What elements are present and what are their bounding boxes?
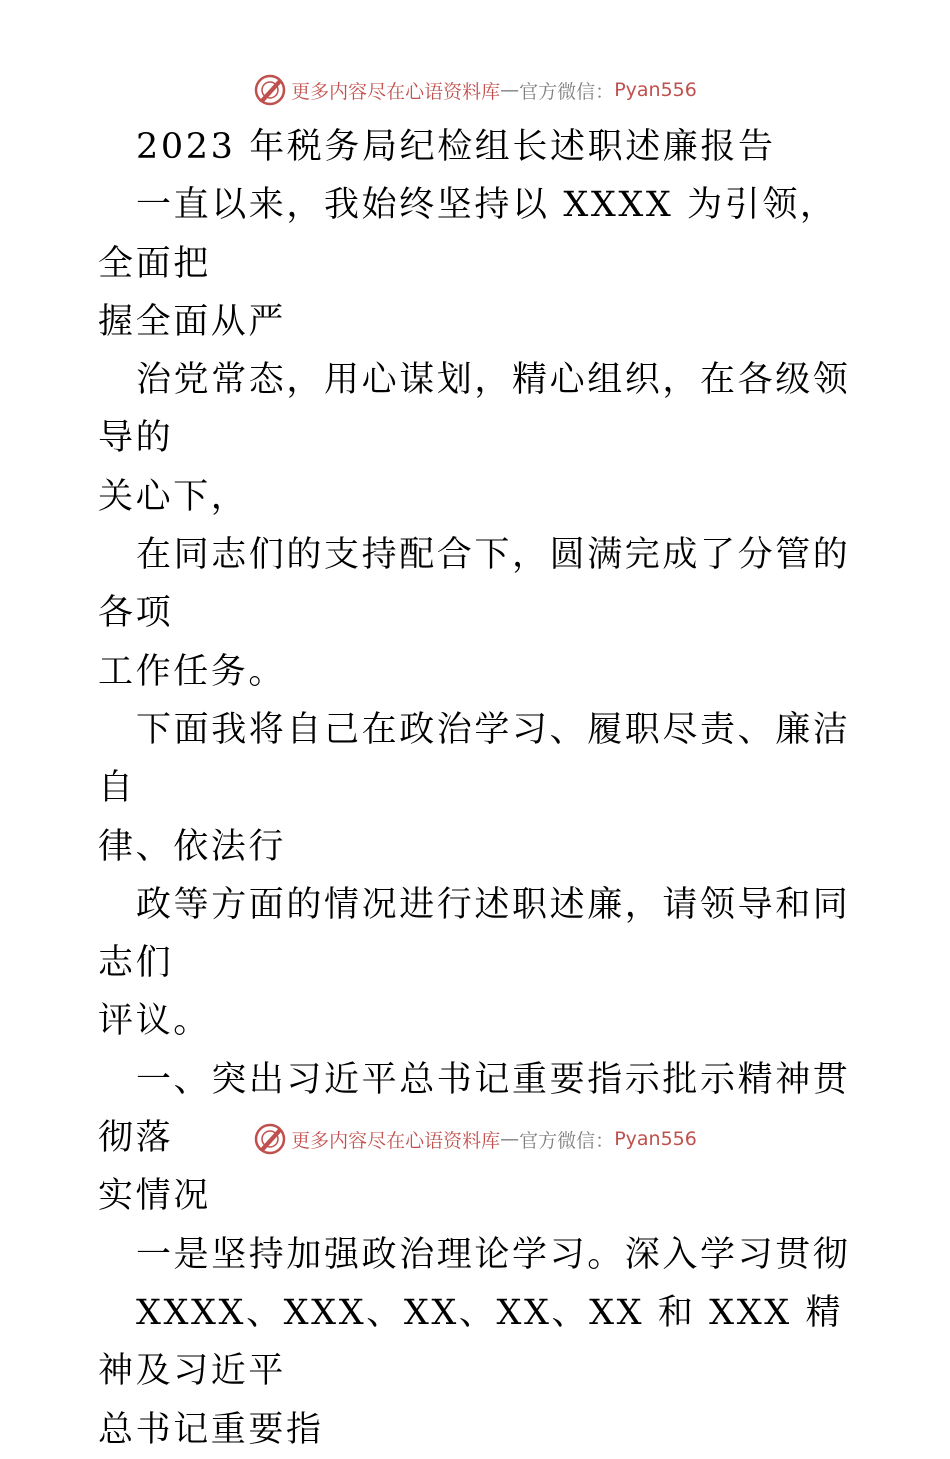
text-line: 总书记重要指 [98,1409,324,1450]
text-line: 关心下， [98,476,249,517]
text-line: 下面我将自己在政治学习、履职尽责、廉洁自 [98,709,851,809]
document-body [98,118,858,1459]
text-line: 律、依法行 [98,826,287,867]
banner-prefix: 更多内容尽在心语资料库 [291,80,501,103]
text-line: 评议。 [98,1001,211,1042]
text-line: 一是坚持加强政治理论学习。深入学习贯彻 [136,1234,851,1275]
footer-watermark-banner [0,1117,950,1161]
banner-dash: — [500,79,520,101]
text-line: 工作任务。 [98,651,287,692]
text-line: 一、突出习近平总书记重要指示批示精神贯彻落 [98,1059,851,1159]
text-line: 握全面从严 [98,301,287,342]
text-line: XXXX、XXX、XX、XX、XX 和 XXX 精神及习近平 [98,1292,844,1392]
text-line: 实情况 [98,1176,211,1217]
banner-dash: — [500,1128,520,1150]
text-line: 在同志们的支持配合下，圆满完成了分管的各项 [98,535,851,634]
banner-prefix: 更多内容尽在心语资料库 [291,1129,501,1152]
banner-account: Pyan556 [614,79,697,101]
text-line: 治党常态，用心谋划，精心组织，在各级领导的 [98,360,851,459]
quill-seal-icon [253,1122,287,1156]
text-line: 一直以来，我始终坚持以 XXXX 为引领，全面把 [98,185,838,284]
banner-account: Pyan556 [614,1128,697,1150]
banner-middle: 官方微信： [519,1129,615,1152]
document-title: 2023 年税务局纪检组长述职述廉报告 [136,127,776,167]
quill-seal-icon [253,73,287,107]
banner-middle: 官方微信： [519,80,615,103]
header-watermark-banner [0,68,950,112]
text-line: 政等方面的情况进行述职述廉，请领导和同志们 [98,884,851,984]
